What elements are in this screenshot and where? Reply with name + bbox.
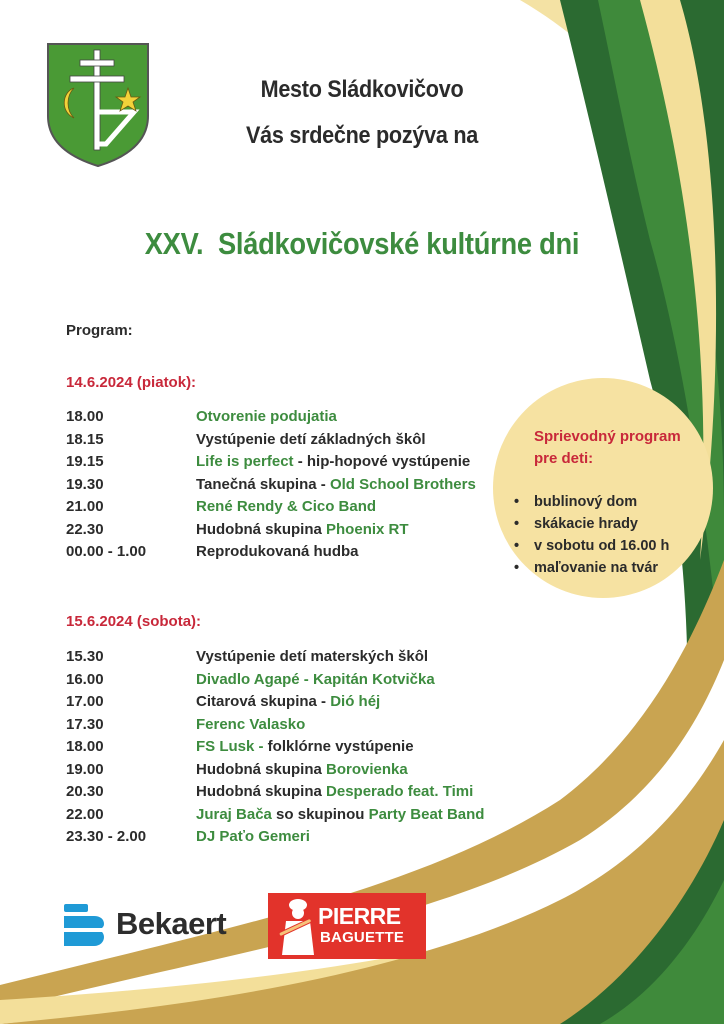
schedule-time: 00.00 - 1.00 — [66, 543, 147, 560]
description-text: folklórne vystúpenie — [263, 738, 414, 755]
schedule-row — [66, 429, 506, 452]
schedule-time: 19.30 — [66, 475, 104, 493]
schedule-description — [196, 474, 476, 497]
schedule-friday — [66, 406, 506, 564]
performer-name: Party Beat Band — [368, 805, 485, 823]
performer-name: Divadlo Agapé - Kapitán Kotvička — [196, 670, 435, 688]
performer-name: Desperado feat. Timi — [326, 783, 474, 800]
pierre-wordmark: PIERRE — [318, 903, 401, 929]
schedule-time: 18.00 — [66, 738, 104, 755]
schedule-row — [66, 496, 506, 519]
schedule-row — [66, 804, 506, 827]
schedule-time: 18.15 — [66, 430, 104, 448]
pierre-baguette-logo — [268, 893, 426, 959]
schedule-row — [66, 759, 506, 782]
description-text: Vystúpenie detí základných škôl — [196, 430, 426, 448]
bekaert-wordmark: Bekaert — [116, 906, 227, 941]
schedule-description — [196, 714, 305, 737]
day-title-saturday: 15.6.2024 (sobota): — [66, 613, 202, 630]
schedule-row — [66, 451, 506, 474]
performer-name: Ferenc Valasko — [196, 715, 306, 733]
description-text: Vystúpenie detí materských škôl — [196, 648, 429, 665]
schedule-row — [66, 781, 506, 804]
bekaert-logo — [64, 902, 254, 948]
schedule-description — [196, 736, 414, 759]
schedule-time: 23.30 - 2.00 — [66, 828, 147, 845]
schedule-description — [196, 519, 409, 542]
performer-name: FS Lusk - — [196, 738, 264, 755]
schedule-time: 18.00 — [66, 408, 104, 425]
schedule-description — [196, 804, 484, 827]
description-text: so skupinou — [271, 805, 369, 823]
performer-name: Old School Brothers — [329, 475, 476, 493]
schedule-saturday — [66, 646, 506, 849]
schedule-description — [196, 826, 310, 849]
schedule-description — [196, 646, 428, 669]
schedule-time: 20.30 — [66, 783, 104, 800]
invitation-line: Vás srdečne pozýva na — [245, 122, 479, 149]
schedule-row — [66, 406, 506, 429]
description-text: Reprodukovaná hudba — [196, 543, 359, 560]
kids-title-line2: pre deti: — [534, 450, 594, 467]
schedule-time: 22.30 — [66, 520, 104, 538]
bekaert-logo-icon — [64, 904, 106, 948]
performer-name: Life is perfect — [196, 453, 294, 470]
performer-name: DJ Paťo Gemeri — [196, 828, 310, 845]
schedule-time: 21.00 — [66, 498, 104, 515]
program-label: Program: — [66, 322, 133, 339]
schedule-description — [196, 541, 359, 564]
schedule-row — [66, 646, 506, 669]
description-text: Hudobná skupina — [196, 783, 327, 800]
schedule-description — [196, 781, 473, 804]
schedule-time: 15.30 — [66, 648, 104, 665]
schedule-description — [196, 691, 380, 714]
schedule-row — [66, 714, 506, 737]
schedule-row — [66, 826, 506, 849]
description-text: Hudobná skupina — [196, 760, 327, 778]
schedule-time: 19.15 — [66, 453, 104, 470]
baguette-wordmark: BAGUETTE — [320, 929, 405, 946]
schedule-description — [196, 669, 435, 692]
performer-name: Juraj Bača — [196, 805, 272, 823]
schedule-row — [66, 691, 506, 714]
performer-name: Otvorenie podujatia — [196, 408, 337, 425]
kids-item: • bublinový dom — [514, 491, 704, 513]
schedule-row — [66, 541, 506, 564]
kids-item-continuation: • maľovanie na tvár — [514, 557, 704, 579]
schedule-description — [196, 406, 337, 429]
kids-program-list — [514, 491, 704, 579]
schedule-row — [66, 669, 506, 692]
description-text: Hudobná skupina — [196, 520, 327, 538]
schedule-description — [196, 759, 408, 782]
description-text: Citarová skupina - — [196, 693, 331, 710]
performer-name: Borovienka — [326, 760, 408, 778]
performer-name: Dió héj — [330, 693, 381, 710]
kids-program-title — [534, 426, 694, 470]
schedule-time: 22.00 — [66, 805, 104, 823]
performer-name: René Rendy & Cico Band — [196, 498, 377, 515]
schedule-time: 16.00 — [66, 670, 104, 688]
description-text: - hip-hopové vystúpenie — [293, 453, 471, 470]
event-title: XXV. Sládkovičovské kultúrne dni — [144, 226, 580, 261]
performer-name: Phoenix RT — [326, 520, 409, 538]
kids-title-line1: Sprievodný program — [534, 428, 681, 445]
schedule-description — [196, 496, 376, 519]
kids-item: • v sobotu od 16.00 h — [514, 535, 704, 557]
description-text: Tanečná skupina - — [196, 475, 330, 493]
town-name: Mesto Sládkovičovo — [260, 76, 464, 103]
day-title-friday: 14.6.2024 (piatok): — [66, 374, 197, 391]
schedule-row — [66, 736, 506, 759]
schedule-time: 17.00 — [66, 693, 104, 710]
schedule-row — [66, 519, 506, 542]
baker-figure-icon — [274, 895, 318, 957]
kids-item: • skákacie hrady — [514, 513, 704, 535]
schedule-description — [196, 429, 426, 452]
schedule-time: 19.00 — [66, 760, 104, 778]
schedule-description — [196, 451, 470, 474]
schedule-row — [66, 474, 506, 497]
schedule-time: 17.30 — [66, 715, 104, 733]
